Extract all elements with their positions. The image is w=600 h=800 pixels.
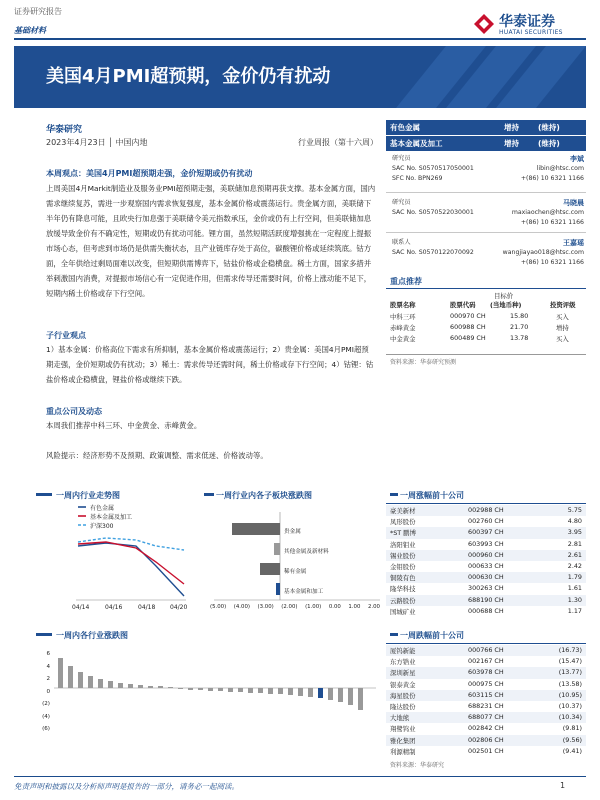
col-rating: 投资评级 xyxy=(550,301,576,309)
table-row xyxy=(386,679,586,690)
x-tick: 04/20 xyxy=(170,604,188,611)
company-code: 603978 CH xyxy=(468,668,504,677)
analyst-sac: SAC No. S0570522030001 xyxy=(392,209,474,216)
company-code: 688190 CH xyxy=(468,595,504,604)
logo-text-en: HUATAI SECURITIES xyxy=(499,29,563,36)
bar-category: 其他金属及新材料 xyxy=(284,549,329,555)
analyst-block xyxy=(386,198,586,230)
table-row xyxy=(386,516,586,527)
title-banner xyxy=(14,46,586,108)
subviews-heading: 子行业观点 xyxy=(46,331,86,340)
divider xyxy=(386,288,586,289)
table-row xyxy=(386,572,586,583)
table-row xyxy=(386,505,586,516)
company-name: 隆华科技 xyxy=(390,585,416,594)
report-region: 中国内地 xyxy=(115,138,148,147)
company-name: 翔鹭钨业 xyxy=(390,725,416,734)
company-code: 300263 CH xyxy=(468,584,504,593)
banner-decoration xyxy=(386,46,586,108)
x-tick: (5.00) xyxy=(210,604,227,610)
table-row xyxy=(386,645,586,656)
company-code: 000633 CH xyxy=(468,561,504,570)
analyst-phone: +(86) 10 6321 1166 xyxy=(520,175,584,182)
y-tick: (6) xyxy=(42,726,50,732)
header-divider xyxy=(14,38,586,40)
summary-text: 上周美国4月Markit制造业及服务业PMI超预期走强，美联储加息预期再获支撑。基本金属方面，国内需求继续复苏，需进一步观察国内需求恢复强度，基本金属价格或震荡运行。贵金属方面，美联储下半年仍有降息可能，且欧央行加息强于美联储令美元指数承压，金价或仍有上行空间，但美联储加息放缓导致金价有不确定性，短期或仍有扰动可能。锂方面，虽然短期活跃度增强挑在一定程度上提振市场心态，但考虑到市场仍是供需失衡状态，且产业链库存处于高位，碳酸锂价格或延续筑底。钴方面，全年供给过剩局面难以改变，但短期供需博弈下，钴盐价格或企稳横盘。稀土方面，国家多措并举刺激国内消费，对提振市场信心有一定促进作用，但需求传导还需要时间，价格上涨动能不足下，短期内稀土价格或存下行空间。 xyxy=(46,184,376,298)
pct-change: (9.41) xyxy=(562,746,582,755)
company-code: 000960 CH xyxy=(468,550,504,559)
pct-change: (13.77) xyxy=(558,668,582,677)
page-number: 1 xyxy=(560,781,566,790)
analyst-role: 研究员 xyxy=(392,199,411,206)
col-target: 目标价 xyxy=(494,292,514,300)
pct-change: (9.56) xyxy=(562,735,582,744)
pct-change: 4.80 xyxy=(567,517,582,526)
company-name: 云路股份 xyxy=(390,596,416,605)
analyst-sac: SAC No. S0570517050001 xyxy=(392,165,474,172)
table-row xyxy=(386,550,586,561)
brand-logo xyxy=(473,10,587,38)
analyst-phone: +(86) 10 6321 1166 xyxy=(520,219,584,226)
company-name: 厦钨新能 xyxy=(390,647,416,655)
table-row xyxy=(386,539,586,550)
company-name: 金钼股份 xyxy=(390,562,416,571)
stock-name: 赤峰黄金 xyxy=(390,324,416,332)
col-code: 股票代码 xyxy=(450,301,476,309)
pct-change: (9.81) xyxy=(562,724,582,733)
y-tick: 0 xyxy=(46,688,50,695)
company-name: 银泰黄金 xyxy=(390,680,416,689)
company-name: 利源精制 xyxy=(390,747,416,756)
x-tick: 04/14 xyxy=(72,604,90,611)
company-name: 锡业股份 xyxy=(390,551,416,560)
legend-item: 有色金属 xyxy=(90,505,115,512)
losers-title: 一周跌幅前十公司 xyxy=(400,631,464,640)
recommend-table xyxy=(386,291,586,351)
chart-accent xyxy=(36,633,52,636)
focus-text: 本周我们推荐中科三环、中金黄金、赤峰黄金。 xyxy=(46,421,202,430)
chart2-title: 一周行业内各子板块涨跌图 xyxy=(216,491,312,500)
report-date: 2023年4月23日 xyxy=(46,138,106,147)
company-code: 000766 CH xyxy=(468,646,504,654)
rating-row xyxy=(386,136,586,151)
pct-change: 1.30 xyxy=(567,595,582,604)
risk-text: 风险提示：经济形势不及预期、政策调整、需求低迷、价格波动等。 xyxy=(46,451,268,460)
report-title: 美国4月PMI超预期，金价仍有扰动 xyxy=(46,66,331,87)
company-name: *ST 鹏博 xyxy=(390,529,416,538)
divider xyxy=(386,232,586,233)
recommend-title: 重点推荐 xyxy=(390,277,422,286)
analyst-email[interactable]: libin@htsc.com xyxy=(536,165,584,172)
table-row xyxy=(386,746,586,757)
footer-disclaimer: 免责声明和披露以及分析师声明是报告的一部分，请务必一起阅读。 xyxy=(14,782,239,791)
pct-change: 2.61 xyxy=(567,550,582,559)
stock-rating: 买入 xyxy=(556,335,569,343)
summary-heading: 本周观点：美国4月PMI超预期走强，金价短期或仍有扰动 xyxy=(46,169,253,178)
company-code: 002806 CH xyxy=(468,735,504,744)
company-code: 000688 CH xyxy=(468,606,504,615)
report-date-line: 2023年4月23日 │ 中国内地 xyxy=(46,138,148,147)
analyst-sac: SAC No. S0570122070092 xyxy=(392,249,474,256)
chart-accent xyxy=(204,493,214,496)
focus-heading: 重点公司及动态 xyxy=(46,407,102,416)
company-name: 国城矿业 xyxy=(390,607,416,616)
pct-change: (10.37) xyxy=(558,701,582,710)
pct-change: (10.95) xyxy=(558,690,582,699)
pct-change: 3.95 xyxy=(567,528,582,537)
col-name: 股票名称 xyxy=(390,301,416,309)
logo-text-cn: 华泰证券 xyxy=(499,14,555,30)
pct-change: (15.47) xyxy=(558,657,582,666)
pct-change: 2.81 xyxy=(567,539,582,548)
company-code: 002842 CH xyxy=(468,724,504,733)
table-row xyxy=(386,712,586,723)
org-name: 华泰研究 xyxy=(46,125,83,135)
analyst-block xyxy=(386,154,586,190)
legend-item: 基本金属及加工 xyxy=(90,514,133,521)
analyst-sfc: SFC No. BPN269 xyxy=(392,175,443,182)
table-row xyxy=(386,701,586,712)
footer-divider xyxy=(14,776,586,777)
company-name: 凤形股份 xyxy=(390,518,416,527)
bar-category: 稀有金属 xyxy=(284,569,307,575)
company-code: 000630 CH xyxy=(468,573,504,582)
col-price: (当地币种) xyxy=(490,301,522,309)
x-tick: (2.00) xyxy=(281,604,298,610)
bar-category: 贵金属 xyxy=(284,529,301,535)
table-row xyxy=(386,667,586,678)
analyst-email[interactable]: maxiaochen@htsc.com xyxy=(511,209,584,216)
chart3-y-axis xyxy=(36,648,50,736)
company-code: 002167 CH xyxy=(468,657,504,666)
divider xyxy=(386,192,586,193)
x-tick: (1.00) xyxy=(305,604,322,610)
analyst-email[interactable]: wangjiayao018@htsc.com xyxy=(502,249,584,256)
chart-accent xyxy=(36,493,52,496)
rating-sector: 基本金属及加工 xyxy=(390,139,443,148)
subviews-text: 1）基本金属：价格高位下需求有所抑制，基本金属价格或震荡运行；2）贵金属：美国4月PMI超预期走强，金价短期或仍有扰动；3）稀土：需求传导还需时间，稀土价格或存下行空间；4）钴锂：钴盐价格或企稳横盘，锂盐价格或继续下跌。 xyxy=(46,345,374,384)
stock-code: 000970 CH xyxy=(450,312,486,320)
divider xyxy=(386,643,586,644)
logo-mark-icon xyxy=(473,13,495,35)
losers-source: 资料来源：华泰研究 xyxy=(390,762,445,769)
x-tick: (4.00) xyxy=(233,604,250,610)
company-name: 洛阳钼业 xyxy=(390,540,416,549)
gainers-table xyxy=(386,505,586,617)
rating-value: 增持 xyxy=(504,139,519,148)
pct-change: 1.79 xyxy=(567,573,582,582)
table-row xyxy=(386,690,586,701)
y-tick: 2 xyxy=(46,676,50,682)
company-code: 002760 CH xyxy=(468,517,504,526)
x-tick: (3.00) xyxy=(257,604,274,610)
pct-change: 1.17 xyxy=(567,606,582,615)
divider xyxy=(386,503,586,504)
chart2-x-axis xyxy=(210,604,380,610)
company-name: 海星股份 xyxy=(390,691,416,700)
rating-sector: 有色金属 xyxy=(390,123,420,132)
company-code: 688077 CH xyxy=(468,713,504,722)
stock-code: 600988 CH xyxy=(450,323,486,331)
company-code: 603993 CH xyxy=(468,539,504,548)
x-tick: 0.00 xyxy=(328,604,341,610)
x-tick: 04/16 xyxy=(105,604,123,611)
gainers-title: 一周涨幅前十公司 xyxy=(400,491,464,500)
stock-rating: 增持 xyxy=(556,324,569,332)
stock-name: 中金黄金 xyxy=(390,335,416,343)
stock-target: 13.78 xyxy=(510,334,529,342)
stock-name: 中科三环 xyxy=(390,313,416,321)
company-name: 雅化集团 xyxy=(390,736,416,745)
chart1-title: 一周内行业走势图 xyxy=(56,491,120,500)
rating-note: (维持) xyxy=(538,123,560,132)
divider xyxy=(386,354,586,355)
company-name: 豪美新材 xyxy=(390,507,416,515)
table-row xyxy=(386,595,586,606)
chart3-title: 一周内各行业涨跌图 xyxy=(56,631,128,640)
losers-table xyxy=(386,645,586,757)
table-row xyxy=(386,561,586,572)
bar-category: 基本金属和加工 xyxy=(284,589,324,595)
chart-accent xyxy=(390,493,398,496)
ratings-table xyxy=(386,120,586,152)
pct-change: (10.34) xyxy=(558,713,582,722)
table-row xyxy=(386,735,586,746)
analyst-block xyxy=(386,238,586,270)
table-row xyxy=(386,583,586,594)
report-type: 证券研究报告 xyxy=(14,7,62,16)
y-tick: 4 xyxy=(46,663,50,670)
pct-change: 1.61 xyxy=(567,584,582,593)
analyst-role: 研究员 xyxy=(392,155,411,162)
company-code: 000975 CH xyxy=(468,679,504,688)
company-name: 铜陵有色 xyxy=(390,574,416,583)
legend-item: 沪深300 xyxy=(90,523,114,530)
chart2-plot xyxy=(204,510,384,610)
pct-change: 5.75 xyxy=(567,506,582,514)
sector-label: 基础材料 xyxy=(14,26,46,35)
table-row xyxy=(386,656,586,667)
company-code: 002501 CH xyxy=(468,746,504,755)
company-name: 深圳新星 xyxy=(390,669,416,678)
y-tick: 6 xyxy=(46,651,50,657)
x-tick: 2.00 xyxy=(367,604,380,610)
x-tick: 04/18 xyxy=(138,604,156,611)
stock-code: 600489 CH xyxy=(450,334,486,342)
chart3-plot xyxy=(54,650,376,770)
company-code: 688231 CH xyxy=(468,701,504,710)
company-code: 603115 CH xyxy=(468,690,504,699)
table-row xyxy=(386,723,586,734)
company-name: 大地熊 xyxy=(390,714,410,723)
analyst-name: 王嘉瑶 xyxy=(563,239,584,247)
company-name: 隆达股份 xyxy=(390,702,416,711)
stock-rating: 买入 xyxy=(556,313,569,321)
table-row xyxy=(386,527,586,538)
company-name: 东方锆业 xyxy=(390,658,416,667)
report-kind: 行业周报（第十六周） xyxy=(298,138,378,147)
pct-change: (16.73) xyxy=(558,646,582,654)
company-code: 600397 CH xyxy=(468,528,504,537)
analyst-name: 马晓晨 xyxy=(563,199,584,207)
chart-accent xyxy=(390,633,398,636)
stock-target: 15.80 xyxy=(510,312,529,320)
company-code: 002988 CH xyxy=(468,506,504,514)
stock-target: 21.70 xyxy=(510,323,529,331)
recommend-source: 资料来源：华泰研究预测 xyxy=(390,359,457,366)
analyst-role: 联系人 xyxy=(392,239,411,246)
y-tick: (4) xyxy=(42,713,50,720)
pct-change: 2.42 xyxy=(567,561,582,570)
y-tick: (2) xyxy=(42,701,50,707)
analyst-phone: +(86) 10 6321 1166 xyxy=(520,259,584,266)
x-tick: 1.00 xyxy=(348,604,361,610)
rating-note: (维持) xyxy=(538,139,560,148)
rating-row xyxy=(386,120,586,135)
pct-change: (13.58) xyxy=(558,679,582,688)
rating-value: 增持 xyxy=(504,123,519,132)
table-row xyxy=(386,606,586,617)
analyst-name: 李斌 xyxy=(570,155,584,163)
